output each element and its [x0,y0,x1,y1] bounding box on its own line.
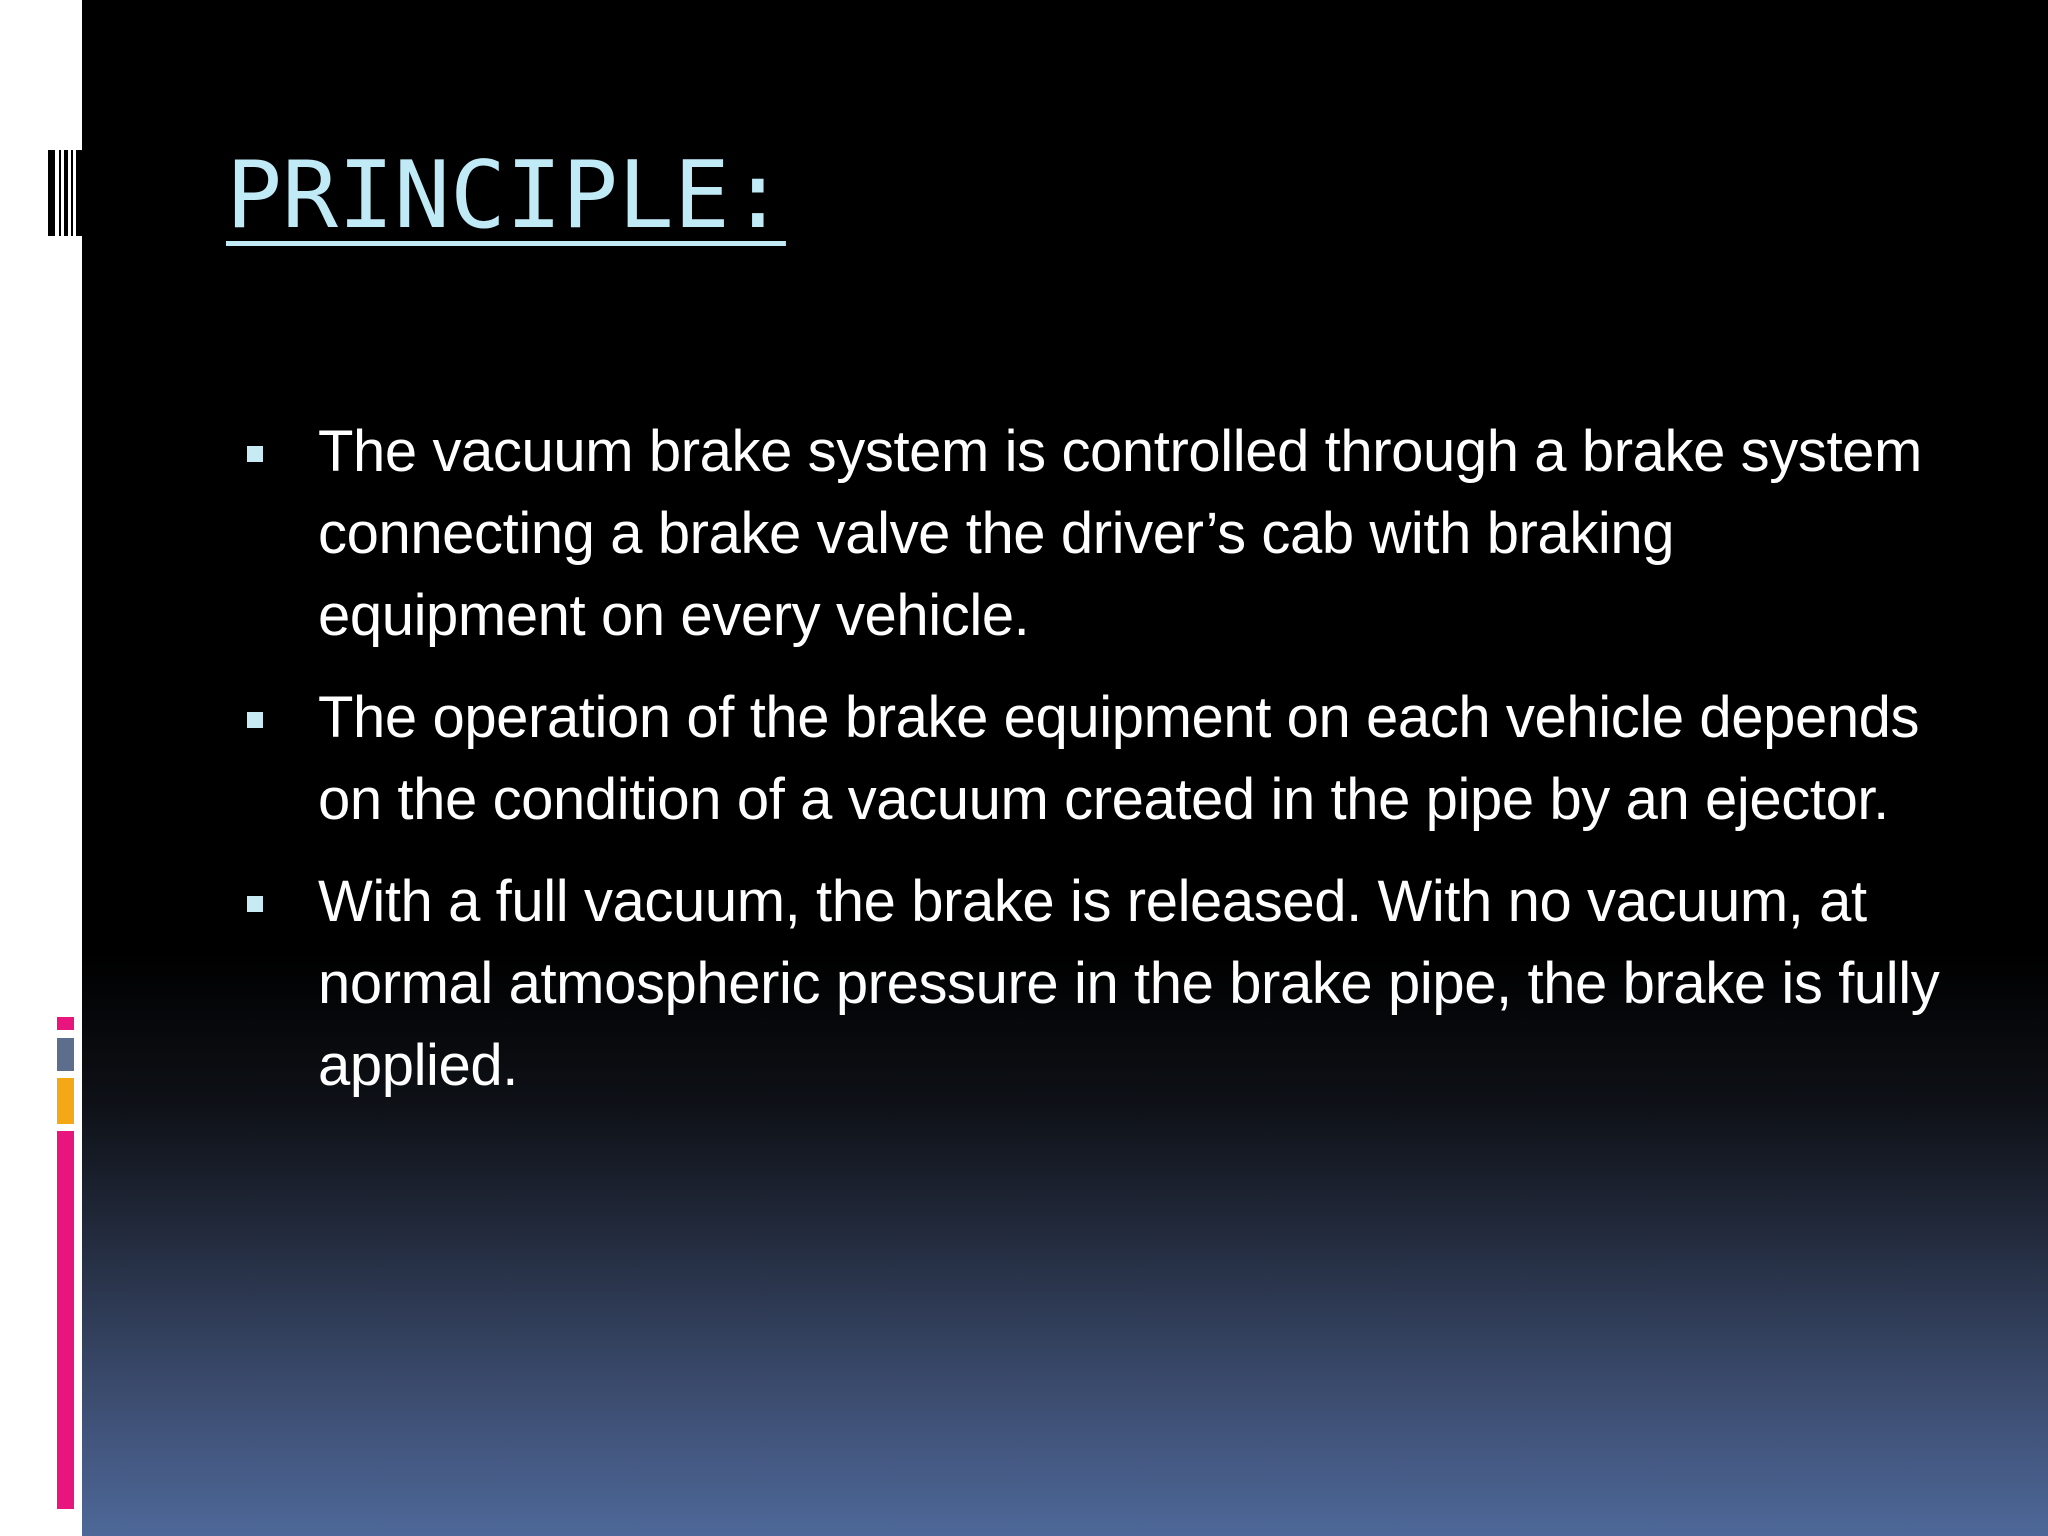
accent-bar-pink-long [57,1131,74,1509]
accent-bar-pink-top [57,1017,74,1030]
accent-bar-gray [57,1038,74,1071]
slide-title: PRINCIPLE: [226,141,786,249]
bullet-item [244,861,1944,1107]
bullet-list [244,411,1944,1127]
square-bullet-icon [247,446,263,462]
bullet-item [244,411,1944,657]
barcode-bar [59,150,61,236]
square-bullet-icon [247,896,263,912]
barcode-bar [64,150,68,236]
barcode-bar [48,150,55,236]
bullet-item [244,677,1944,841]
left-margin-strip [0,0,82,1536]
barcode-bar [71,150,73,236]
square-bullet-icon [247,712,263,728]
bullet-text: The operation of the brake equipment on each vehicle depends on the condition of a vacuum created in the pipe by an ejector. [318,685,1920,832]
bullet-text: With a full vacuum, the brake is released. With no vacuum, at normal atmospheric pressure in the brake pipe, the brake is fully applied. [318,869,1940,1098]
bullet-text: The vacuum brake system is controlled through a brake system connecting a brake valve the driver’s cab with braking equipment on every vehicle. [318,419,1922,648]
barcode-decoration [48,150,82,236]
accent-bar-orange [57,1078,74,1124]
